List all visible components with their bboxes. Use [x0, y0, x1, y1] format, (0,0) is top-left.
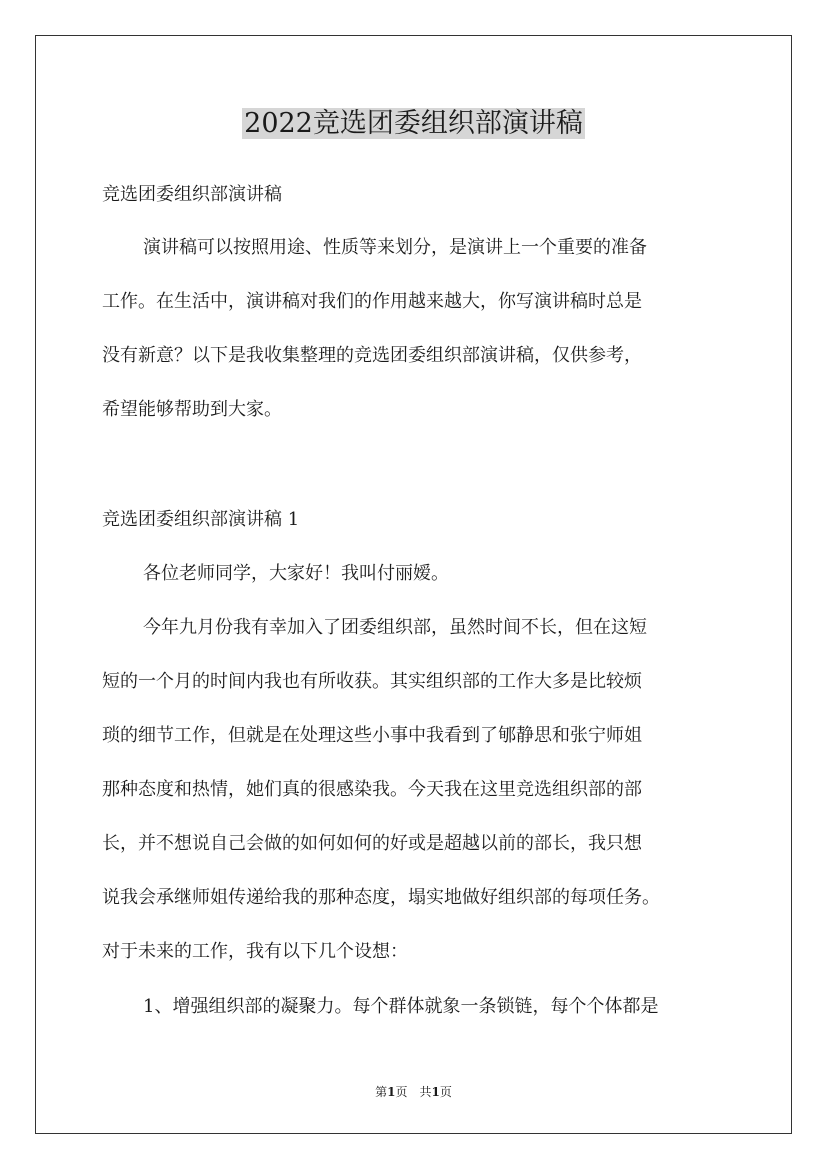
page-footer: [0, 1085, 827, 1099]
body-line: 长，并不想说自己会做的如何如何的好或是超越以前的部长，我只想: [102, 833, 642, 854]
greeting: 各位老师同学，大家好！我叫付丽嫒。: [143, 563, 449, 584]
document-title: [0, 104, 827, 144]
intro-line: 演讲稿可以按照用途、性质等来划分，是演讲上一个重要的准备: [143, 237, 647, 258]
footer-page-total: 1: [431, 1085, 440, 1099]
section-heading: 竞选团委组织部演讲稿 1: [102, 509, 300, 530]
footer-middle: 页 共: [395, 1085, 432, 1099]
subtitle: 竞选团委组织部演讲稿: [102, 184, 282, 205]
intro-line: 希望能够帮助到大家。: [102, 399, 282, 420]
body-line: 那种态度和热情，她们真的很感染我。今天我在这里竞选组织部的部: [102, 779, 642, 800]
body-line: 说我会承继师姐传递给我的那种态度，塌实地做好组织部的每项任务。: [102, 887, 660, 908]
body-line: 对于未来的工作，我有以下几个设想：: [102, 941, 408, 962]
body-line: 今年九月份我有幸加入了团委组织部，虽然时间不长，但在这短: [143, 617, 647, 638]
title-text: 2022竞选团委组织部演讲稿: [244, 108, 583, 139]
footer-page-number: 1: [387, 1085, 396, 1099]
footer-suffix: 页: [439, 1085, 452, 1099]
intro-line: 工作。在生活中，演讲稿对我们的作用越来越大，你写演讲稿时总是: [102, 291, 642, 312]
body-line: 琐的细节工作，但就是在处理这些小事中我看到了郇静思和张宁师姐: [102, 725, 642, 746]
intro-line: 没有新意？以下是我收集整理的竞选团委组织部演讲稿，仅供参考，: [102, 345, 642, 366]
point-1: 1、增强组织部的凝聚力。每个群体就象一条锁链，每个个体都是: [143, 996, 659, 1017]
footer-prefix: 第: [375, 1085, 388, 1099]
body-line: 短的一个月的时间内我也有所收获。其实组织部的工作大多是比较烦: [102, 671, 642, 692]
